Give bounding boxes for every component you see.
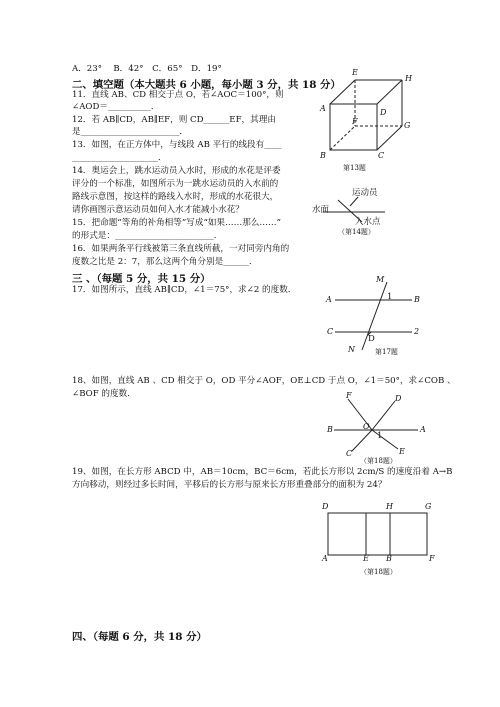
fig19-label-d: D (322, 502, 329, 511)
fig19-label-g: G (425, 502, 432, 511)
q14-line4: 请你画图示意运动员如何入水才能减小水花？ (72, 205, 244, 215)
fig13-label-d: D (380, 108, 387, 117)
q12-line1: 12．若 AB∥CD，AB∥EF，则 CD______EF，其理由 (72, 115, 276, 125)
q15-line1: 15．把命题“等角的补角相等”写成“如果……那么……” (72, 218, 281, 228)
fig13-label-c: C (378, 151, 385, 160)
fig17-caption: 第17题 (375, 348, 398, 356)
section2-heading: 二、填空题（本大题共 6 小题，每小题 3 分，共 18 分） (72, 79, 341, 91)
fig14-entry-label: 入水点 (355, 217, 381, 227)
fig19-label-e: E (363, 554, 369, 563)
q13-line1: 13．如图，在正方体中，与线段 AB 平行的线段有____ (72, 140, 282, 150)
fig19-label-a: A (322, 554, 328, 563)
fig13-label-h: H (405, 74, 412, 83)
fig19-label-f: F (429, 554, 435, 563)
fig17-angle-2: D (368, 334, 375, 344)
fig19-caption: （第18题） (360, 568, 397, 576)
section3-heading: 三 、（每题 5 分，共 15 分） (72, 273, 211, 285)
fig14-caption: （第14题） (338, 228, 375, 236)
q19-line1: 19、如图，在长方形 ABCD 中，AB＝10cm，BC＝6cm，若此长方形以 2cm/S 的速度沿着 A→B (72, 467, 453, 477)
q17-text: 17．如图所示，直线 AB∥CD，∠1＝75°，求∠2 的度数． (72, 285, 297, 295)
fig18-label-a: A (420, 425, 426, 434)
q14-line1: 14．奥运会上，跳水运动员入水时，形成的水花是评委 (72, 166, 281, 176)
fig13-label-g: G (404, 121, 411, 130)
fig18-caption: （第18题） (360, 457, 397, 465)
fig17-label-n: N (348, 345, 355, 354)
q14-line2: 评分的一个标准，如图所示为一跳水运动员的入水前的 (72, 179, 279, 189)
fig13-label-b: B (320, 151, 326, 160)
fig17-label-a: A (326, 295, 332, 304)
q18-line1: 18、如图，直线 AB 、CD 相交于 O，OD 平分∠AOF，OE⊥CD 于点 O，∠1＝50°，求∠COB 、 (72, 376, 456, 386)
fig19-label-h: H (386, 502, 393, 511)
q16-line2: 度数之比是 2：7，那么这两个角分别是______． (72, 257, 258, 267)
fig13-caption: 第13题 (343, 164, 366, 172)
fig18-label-o: O (363, 422, 370, 431)
q12-line2: 是_______________________． (72, 127, 189, 137)
section4-heading: 四、（每题 6 分，共 18 分） (72, 631, 207, 643)
fig18-label-e: E (399, 447, 405, 456)
fig18-label-d: D (395, 394, 402, 403)
fig17-angle-1: 1 (387, 292, 393, 302)
fig14-athlete-label: 运动员 (352, 188, 378, 198)
fig18-angle-1: 1 (377, 431, 383, 441)
fig13-label-e: E (352, 68, 358, 77)
fig17-label-b: B (414, 295, 420, 304)
fig18-label-f: F (346, 391, 352, 400)
q15-line2: 的形式是：_______________________． (72, 231, 223, 241)
q10-choices: A．23° B．42° C．65° D．19° (72, 64, 222, 74)
fig14-water-label: 水面 (312, 205, 330, 215)
q18-line2: ∠BOF 的度数． (72, 389, 136, 399)
q11-line1: 11．直线 AB、CD 相交于点 O，若∠AOC＝100°，则 (72, 90, 284, 100)
q19-line2: 方向移动，则经过多长时间，平移后的长方形与原来长方形重叠部分的面积为 24？ (72, 480, 387, 490)
q13-line2: ____________________． (72, 153, 167, 163)
fig17-label-d: 2 (414, 327, 420, 336)
fig13-label-f: F (352, 117, 358, 126)
fig18-label-c: C (346, 449, 353, 458)
q14-line3: 路线示意图，按这样的路线入水时，形成的水花很大， (72, 192, 279, 202)
q11-line2: ∠AOD＝__________． (72, 102, 160, 112)
fig17-label-m: M (376, 275, 385, 284)
fig19-label-b: B (386, 554, 392, 563)
fig17-label-c: C (327, 327, 334, 336)
q16-line1: 16．如果两条平行线被第三条直线所截，一对同旁内角的 (72, 244, 290, 254)
fig18-label-b: B (327, 425, 333, 434)
fig13-label-a: A (320, 104, 326, 113)
